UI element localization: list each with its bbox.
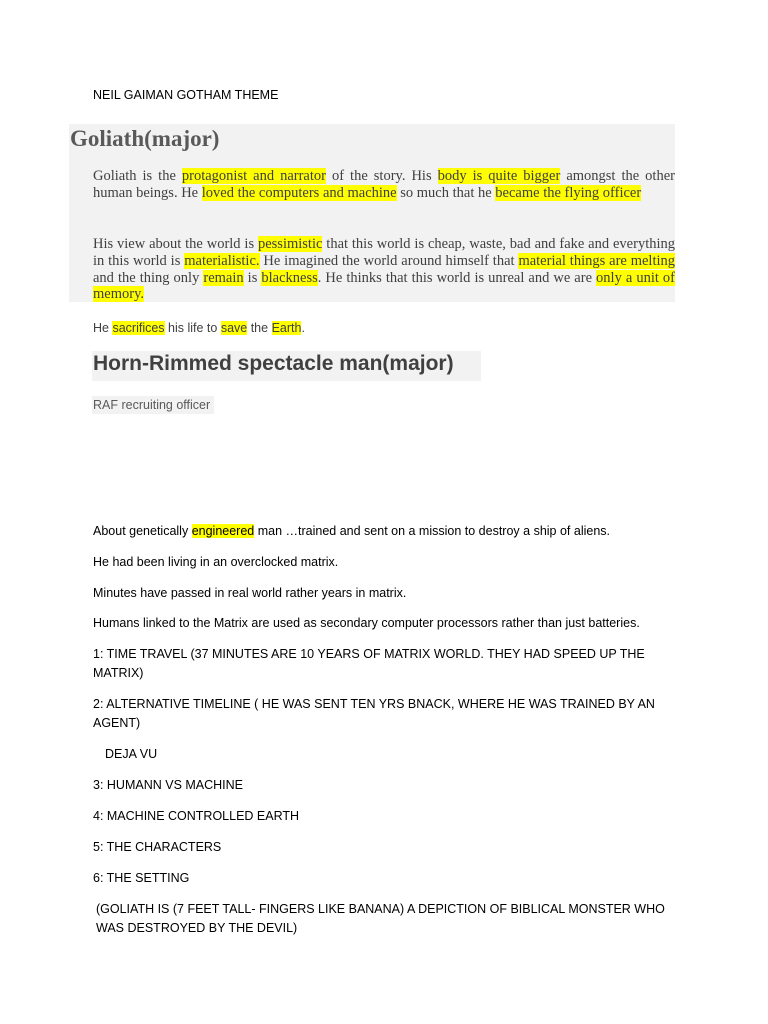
highlighted-text: remain: [203, 269, 244, 286]
note-line: 2: ALTERNATIVE TIMELINE ( HE WAS SENT TEN YRS BNACK, WHERE HE WAS TRAINED BY AN AGENT): [93, 697, 655, 730]
highlighted-text: blackness: [261, 269, 318, 286]
note-line: DEJA VU: [105, 747, 158, 761]
goliath-section: [69, 124, 675, 302]
text-run: He: [93, 321, 113, 335]
note-line: He had been living in an overclocked matrix.: [93, 555, 339, 569]
sacrifice-line: [93, 320, 305, 336]
highlighted-text: engineered: [191, 524, 255, 538]
note-line: 4: MACHINE CONTROLLED EARTH: [93, 809, 300, 823]
highlighted-text: Earth: [271, 321, 302, 335]
text-run: of the story. His: [325, 168, 438, 184]
highlighted-text: save: [220, 321, 248, 335]
text-run: . He thinks that this world is unreal and we are: [317, 269, 597, 286]
text-run: so much that he: [396, 184, 496, 201]
goliath-heading: Goliath(major): [70, 126, 220, 151]
highlighted-text: materialistic.: [184, 252, 260, 269]
highlighted-text: protagonist and narrator: [181, 168, 326, 184]
text-run: his life to: [164, 321, 221, 335]
document-title: NEIL GAIMAN GOTHAM THEME: [93, 88, 279, 102]
text-run: man …trained and sent on a mission to destroy a ship of aliens.: [254, 524, 610, 538]
text-run: About genetically: [93, 524, 192, 538]
note-line: 3: HUMANN VS MACHINE: [93, 778, 244, 792]
text-run: that this world is cheap, waste, bad and fake and everything in this world is: [93, 236, 675, 269]
highlighted-text: material things are melting: [518, 252, 676, 269]
text-run: His view about the world is: [93, 236, 258, 252]
highlighted-text: became the flying officer: [495, 184, 642, 201]
notes-list: [93, 522, 683, 938]
horn-section: [92, 351, 481, 381]
note-line: (GOLIATH IS (7 FEET TALL- FINGERS LIKE BANANA) A DEPICTION OF BIBLICAL MONSTER WHO WAS DESTROYED BY THE DEVIL): [96, 902, 665, 935]
highlighted-text: sacrifices: [112, 321, 165, 335]
goliath-paragraph-2: [93, 236, 675, 303]
text-run: amongst the other human beings. He: [93, 168, 675, 201]
horn-subtitle: RAF recruiting officer: [93, 398, 211, 412]
note-line: 6: THE SETTING: [93, 871, 190, 885]
highlighted-text: only a unit of memory.: [93, 269, 675, 303]
horn-heading: Horn-Rimmed spectacle man(major): [93, 352, 454, 375]
horn-subtitle-box: [92, 396, 214, 414]
text-run: is: [243, 269, 262, 286]
note-line: 5: THE CHARACTERS: [93, 840, 222, 854]
text-run: .: [301, 321, 305, 335]
text-run: and the thing only: [93, 269, 204, 286]
highlighted-text: body is quite bigger: [437, 168, 561, 184]
text-run: Goliath is the: [93, 168, 182, 184]
highlighted-text: loved the computers and machine: [201, 184, 397, 201]
note-about: [93, 522, 683, 541]
goliath-paragraph-1: [93, 168, 675, 202]
note-line: Humans linked to the Matrix are used as secondary computer processors rather than just batteries.: [93, 616, 640, 630]
text-run: the: [247, 321, 272, 335]
note-line: 1: TIME TRAVEL (37 MINUTES ARE 10 YEARS OF MATRIX WORLD. THEY HAD SPEED UP THE MATRIX): [93, 647, 645, 680]
note-line: Minutes have passed in real world rather years in matrix.: [93, 586, 407, 600]
text-run: He imagined the world around himself that: [259, 252, 519, 269]
highlighted-text: pessimistic: [257, 236, 323, 252]
